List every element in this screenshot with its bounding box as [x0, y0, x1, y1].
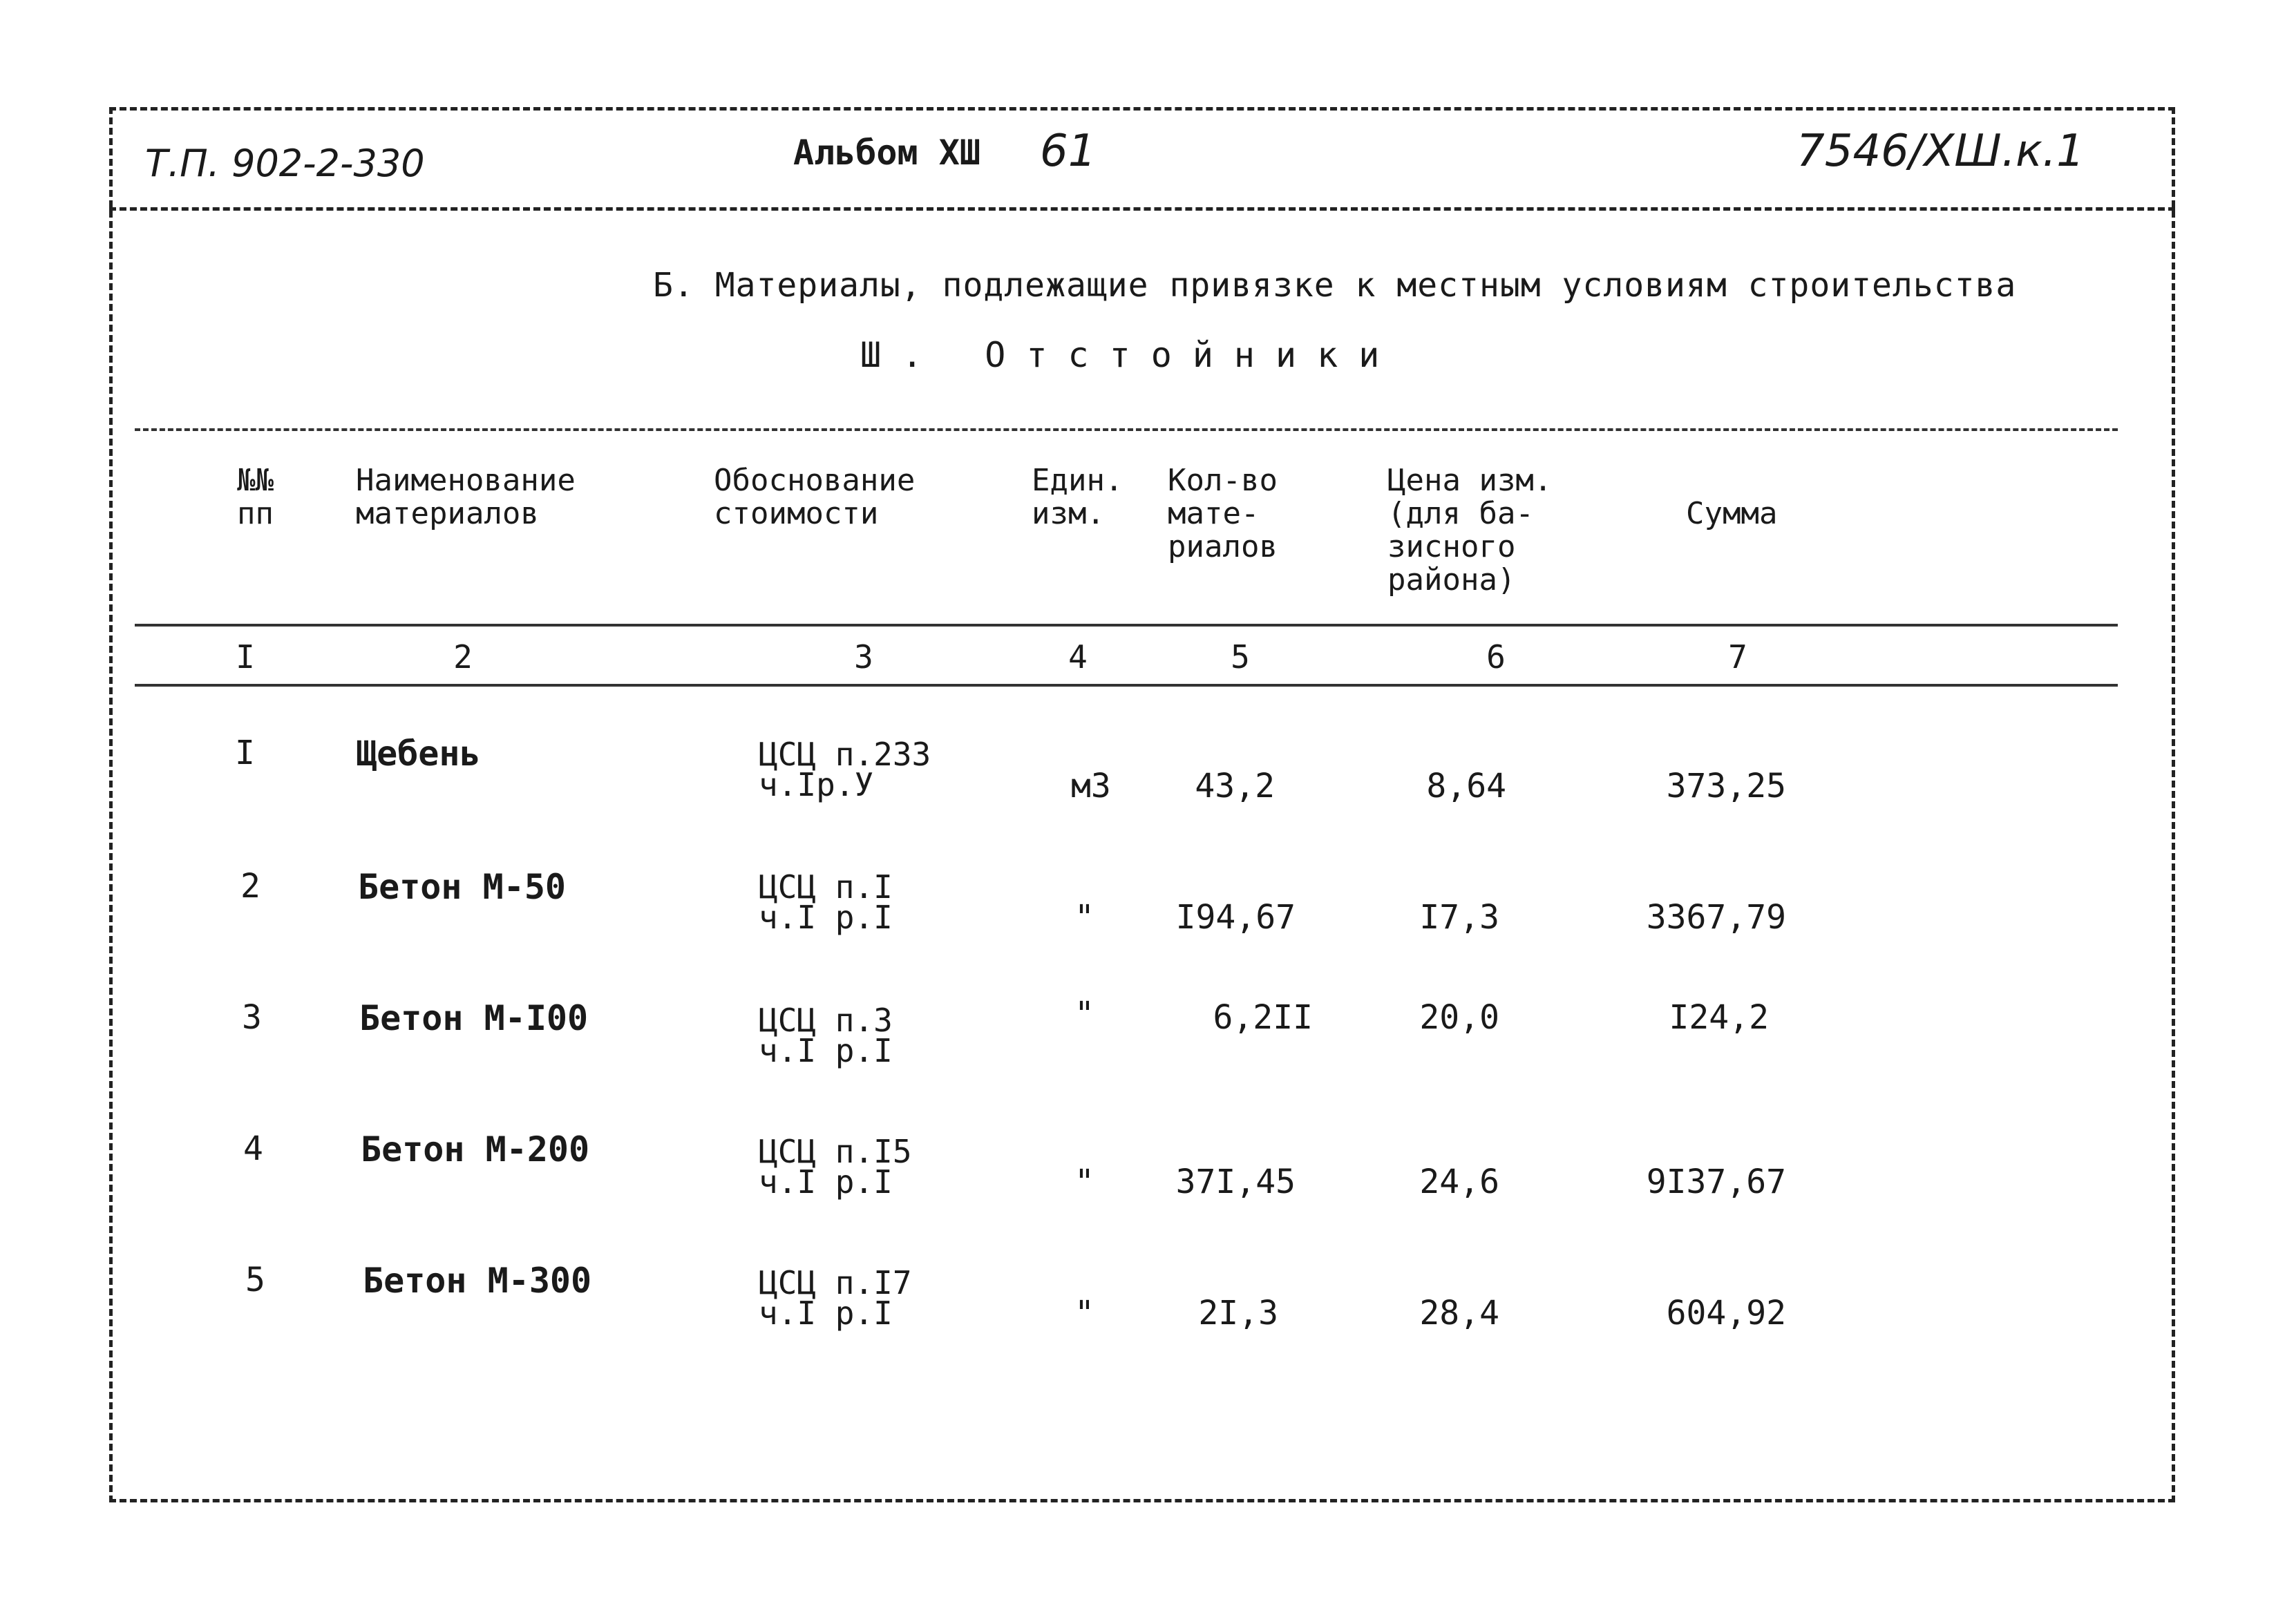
col-number-5: 5 — [1231, 638, 1250, 676]
row-2-number: 2 — [240, 867, 260, 906]
row-1-number: I — [235, 734, 255, 772]
row-5-unit: " — [1074, 1294, 1094, 1332]
row-1-basis: ЦСЦ п.233 ч.Iр.У — [759, 736, 931, 803]
column-numbers-rule — [135, 684, 2118, 687]
album-sheet-number: 61 — [1040, 126, 1097, 177]
row-1-unit: м3 — [1071, 767, 1111, 805]
row-1-sum: 373,25 — [1666, 767, 1786, 805]
row-4-sum: 9I37,67 — [1646, 1163, 1786, 1201]
row-5-number: 5 — [245, 1261, 265, 1299]
row-3-basis: ЦСЦ п.3 ч.I р.I — [759, 1002, 893, 1069]
table-top-rule — [135, 428, 2118, 431]
row-5-material: Бетон М-300 — [363, 1261, 592, 1301]
col-header-material-name: Наименование материалов — [356, 463, 576, 531]
col-header-quantity: Кол-во мате- риалов — [1168, 463, 1278, 564]
row-4-material: Бетон М-200 — [361, 1129, 590, 1169]
tp-code: Т.П. 902-2-330 — [145, 142, 425, 185]
row-1-price: 8,64 — [1426, 767, 1506, 805]
row-3-material: Бетон М-I00 — [359, 998, 589, 1038]
col-header-cost-basis: Обоснование стоимости — [714, 463, 916, 531]
row-5-basis: ЦСЦ п.I7 ч.I р.I — [759, 1264, 912, 1332]
col-number-6: 6 — [1486, 638, 1506, 676]
row-4-quantity: 37I,45 — [1175, 1163, 1296, 1201]
row-2-quantity: I94,67 — [1175, 898, 1296, 937]
col-header-number: №№ пп — [237, 463, 274, 531]
row-4-price: 24,6 — [1419, 1163, 1499, 1201]
row-5-quantity: 2I,3 — [1198, 1294, 1278, 1332]
document-number: 7546/XШ.к.1 — [1796, 126, 2085, 177]
row-2-sum: 3367,79 — [1646, 898, 1786, 937]
row-1-quantity: 43,2 — [1195, 767, 1275, 805]
row-4-unit: " — [1074, 1163, 1094, 1201]
header-bottom-rule — [135, 624, 2118, 627]
row-5-sum: 604,92 — [1666, 1294, 1786, 1332]
col-header-sum: Сумма — [1686, 496, 1778, 531]
subsection-title: Ш. Отстойники — [860, 335, 1401, 375]
row-2-unit: " — [1074, 898, 1094, 937]
row-3-unit: " — [1074, 995, 1094, 1033]
col-header-unit-price: Цена изм. (для ба- зисного района) — [1387, 463, 1553, 598]
row-4-basis: ЦСЦ п.I5 ч.I р.I — [759, 1133, 912, 1201]
row-3-number: 3 — [242, 998, 262, 1037]
row-2-basis: ЦСЦ п.I ч.I р.I — [759, 868, 893, 936]
row-2-material: Бетон М-50 — [358, 867, 567, 907]
row-2-price: I7,3 — [1419, 898, 1499, 937]
row-4-number: 4 — [243, 1129, 263, 1168]
row-5-price: 28,4 — [1419, 1294, 1499, 1332]
row-1-material: Щебень — [356, 734, 481, 774]
col-number-1: I — [236, 638, 255, 676]
header-divider — [109, 207, 2175, 211]
section-title: Б. Материалы, подлежащие привязке к местным условиям строительства — [653, 266, 2017, 305]
row-3-quantity: 6,2II — [1213, 998, 1313, 1037]
row-3-sum: I24,2 — [1669, 998, 1769, 1037]
row-3-price: 20,0 — [1419, 998, 1499, 1037]
col-number-2: 2 — [453, 638, 473, 676]
col-number-3: 3 — [854, 638, 873, 676]
col-number-4: 4 — [1068, 638, 1088, 676]
album-label: Альбом ХШ — [793, 133, 980, 173]
col-number-7: 7 — [1728, 638, 1747, 676]
col-header-unit: Един. изм. — [1032, 463, 1123, 531]
